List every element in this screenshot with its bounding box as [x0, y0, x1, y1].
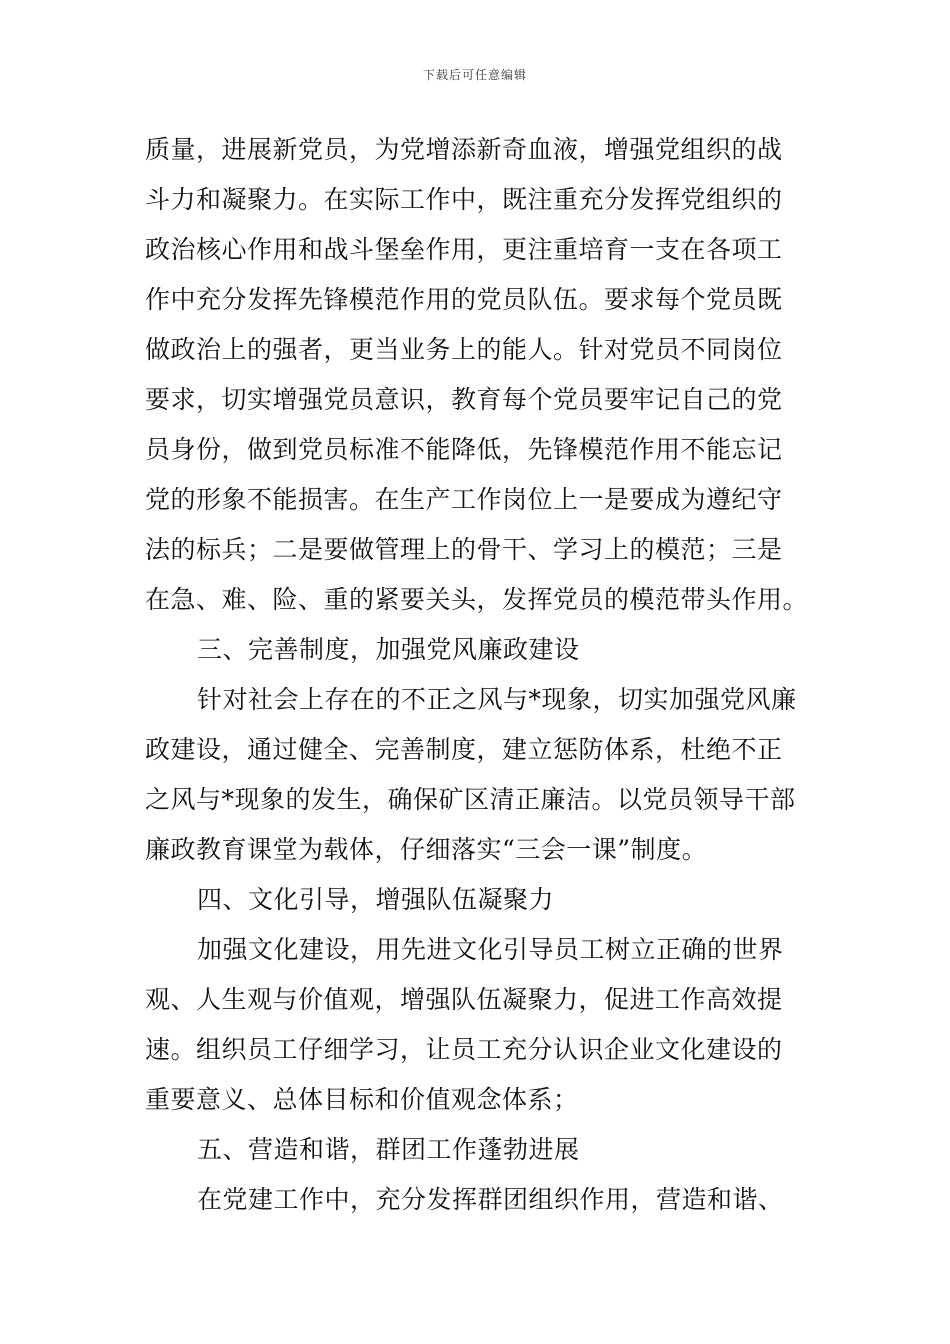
paragraph-line: 针对社会上存在的不正之风与*现象，切实加强党风廉: [197, 685, 797, 714]
paragraph-line: 法的标兵；二是要做管理上的骨干、学习上的模范；三是: [145, 535, 783, 564]
paragraph-line: 重要意义、总体目标和价值观念体系；: [145, 1085, 579, 1114]
paragraph-line: 廉政教育课堂为载体，仔细落实“三会一课”制度。: [145, 835, 708, 864]
paragraph-line: 做政治上的强者，更当业务上的能人。针对党员不同岗位: [145, 335, 783, 364]
paragraph-line: 政建设，通过健全、完善制度，建立惩防体系，杜绝不正: [145, 735, 783, 764]
paragraph-line: 在党建工作中，充分发挥群团组织作用，营造和谐、: [197, 1185, 784, 1214]
section-heading: 三、完善制度，加强党风廉政建设: [197, 635, 580, 664]
paragraph-line: 斗力和凝聚力。在实际工作中，既注重充分发挥党组织的: [145, 185, 783, 214]
paragraph-line: 之风与*现象的发生，确保矿区清正廉洁。以党员领导干部: [145, 785, 796, 814]
paragraph-line: 政治核心作用和战斗堡垒作用，更注重培育一支在各项工: [145, 235, 783, 264]
paragraph-line: 质量，进展新党员，为党增添新奇血液，增强党组织的战: [145, 135, 783, 164]
paragraph-line: 要求，切实增强党员意识，教育每个党员要牢记自己的党: [145, 385, 783, 414]
section-heading: 四、文化引导，增强队伍凝聚力: [197, 885, 555, 914]
section-heading: 五、营造和谐，群团工作蓬勃进展: [197, 1135, 580, 1164]
paragraph-line: 员身份，做到党员标准不能降低，先锋模范作用不能忘记: [145, 435, 783, 464]
paragraph-line: 加强文化建设，用先进文化引导员工树立正确的世界: [197, 935, 784, 964]
paragraph-line: 在急、难、险、重的紧要关头，发挥党员的模范带头作用。: [145, 585, 809, 614]
page-header: 下载后可任意编辑: [422, 68, 527, 82]
paragraph-line: 速。组织员工仔细学习，让员工充分认识企业文化建设的: [145, 1035, 783, 1064]
paragraph-line: 党的形象不能损害。在生产工作岗位上一是要成为遵纪守: [145, 485, 783, 514]
document-body: [145, 125, 815, 1225]
paragraph-line: 观、人生观与价值观，增强队伍凝聚力，促进工作高效提: [145, 985, 783, 1014]
paragraph-line: 作中充分发挥先锋模范作用的党员队伍。要求每个党员既: [145, 285, 783, 314]
